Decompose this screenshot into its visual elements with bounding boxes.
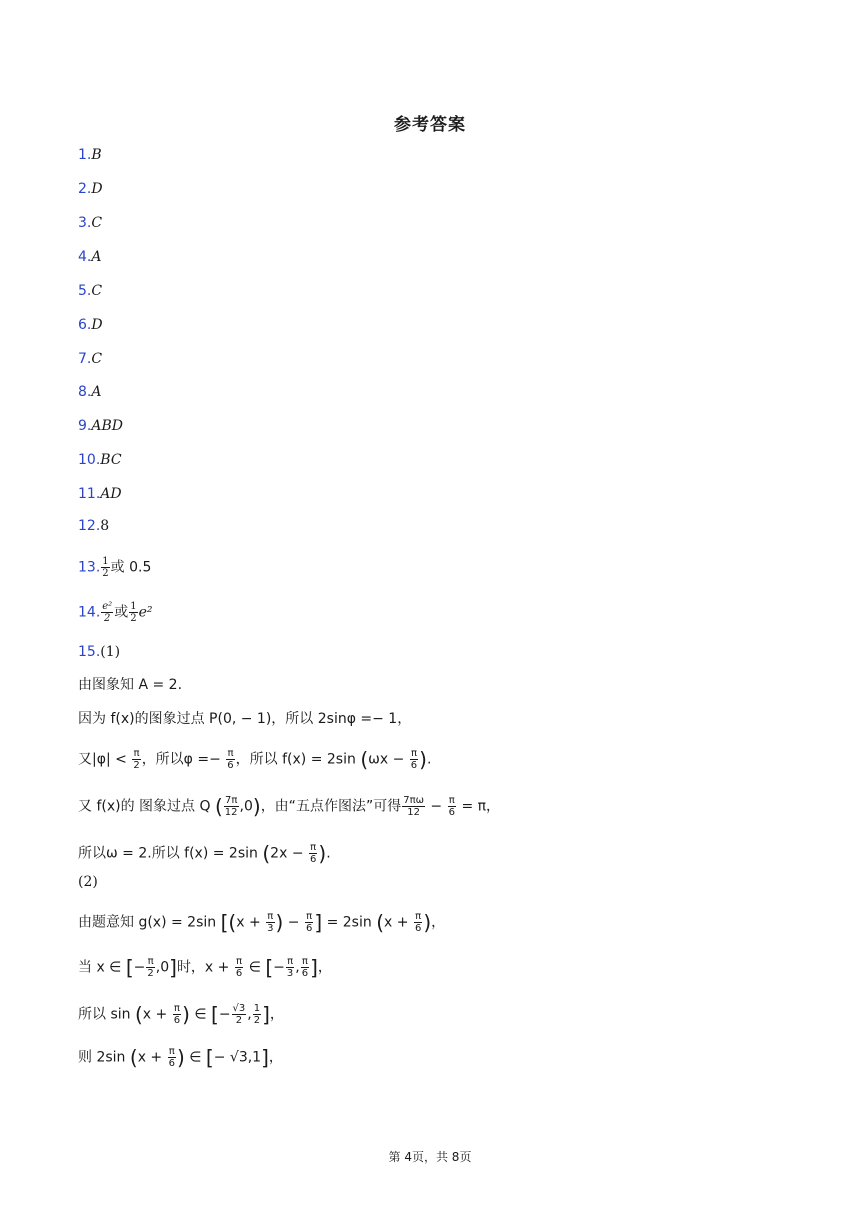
solution-line: 所以ω = 2.所以 f(x) = 2sin (2x − $\frac{\pi}{6}$ ). xyxy=(78,841,331,866)
question-number: 6. xyxy=(78,317,92,333)
answer-14: 14. $\frac{\text{e²}}{2}$ 或 $\frac{1}{2}$ e² xyxy=(78,601,153,624)
answer-value: A xyxy=(91,384,102,400)
answer-value: C xyxy=(91,351,103,367)
question-number: 1. xyxy=(78,147,92,163)
answer-value: A xyxy=(91,249,102,265)
question-number: 7. xyxy=(78,351,92,367)
answer-value: C xyxy=(91,283,103,299)
answer-value: D xyxy=(91,181,103,197)
part-2-label: (2) xyxy=(78,874,98,890)
choice-answer xyxy=(78,179,103,199)
solution-line: 因为 f(x)的图象过点 P(0, − 1)，所以 2sinφ =− 1， xyxy=(78,711,412,727)
solution-line: 又|φ| < $\frac{\pi}{2}$ ，所以φ =− $\frac{\pi}{6}$ ，所以 f(x) = 2sin (ωx − $\frac{\pi}{6}$ ). xyxy=(78,747,432,772)
answer-value: B xyxy=(91,147,102,163)
answer-value: D xyxy=(91,317,103,333)
question-number: 8. xyxy=(78,384,92,400)
question-number: 13. xyxy=(78,559,101,576)
choice-answer xyxy=(78,484,122,504)
answer-value: 8 xyxy=(100,518,110,534)
answer-value: AD xyxy=(100,486,122,502)
question-number: 12. xyxy=(78,518,101,534)
answer-value: C xyxy=(91,215,103,231)
answer-13: 13. $\frac{1}{2}$ 或 0.5 xyxy=(78,556,152,579)
question-number: 4. xyxy=(78,249,92,265)
fraction: $\frac{1}{2}$ xyxy=(102,556,109,579)
answer-15-header: 15.(1) xyxy=(78,644,121,660)
choice-answer xyxy=(78,315,103,335)
solution-line: 所以 sin (x + $\frac{\pi}{6}$ ) ∈ [− $\frac{√3}{2}$ , $\frac{1}{2}$ ]， xyxy=(78,1002,284,1027)
question-number: 14. xyxy=(78,604,101,621)
choice-answer xyxy=(78,281,102,301)
fraction: $\frac{\text{e²}}{2}$ xyxy=(102,601,113,624)
answer-12 xyxy=(78,516,109,536)
choice-answer xyxy=(78,349,102,369)
answer-value: ABD xyxy=(91,418,123,434)
answer-value: BC xyxy=(100,452,122,468)
solution-line: 由题意知 g(x) = 2sin [(x + $\frac{\pi}{3}$ ) − $\frac{\pi}{6}$ ] = 2sin (x + $\frac{\pi}{6}$ )， xyxy=(78,910,446,935)
solution-line: 则 2sin (x + $\frac{\pi}{6}$ ) ∈ [− √3,1]， xyxy=(78,1045,283,1070)
solution-line: 当 x ∈ [− $\frac{\pi}{2}$ ,0]时，x + $\frac{\pi}{6}$ ∈ [− $\frac{\pi}{3}$ , $\frac{\pi}{6}$ ]， xyxy=(78,955,332,980)
question-number: 2. xyxy=(78,181,92,197)
choice-answer xyxy=(78,247,101,267)
question-number: 15. xyxy=(78,644,101,660)
choice-answer xyxy=(78,382,101,402)
question-number: 11. xyxy=(78,486,101,502)
question-number: 3. xyxy=(78,215,92,231)
question-number: 10. xyxy=(78,452,101,468)
choice-answer xyxy=(78,145,102,165)
solution-line: 又 f(x)的 图象过点 Q ( $\frac{7\pi}{12}$ ,0)，由“五点作图法”可得 $\frac{7\pi\omega}{12}$ − $\frac{\pi}{6}$ = π， xyxy=(78,794,501,819)
question-number: 5. xyxy=(78,283,92,299)
page-footer: 第 4页，共 8页 xyxy=(388,1150,472,1164)
fraction: $\frac{1}{2}$ xyxy=(130,601,137,624)
choice-answer xyxy=(78,416,123,436)
solution-line: 由图象知 A = 2. xyxy=(78,677,183,693)
choice-answer xyxy=(78,213,102,233)
page-title: 参考答案 xyxy=(394,115,466,135)
choice-answer xyxy=(78,450,122,470)
question-number: 9. xyxy=(78,418,92,434)
